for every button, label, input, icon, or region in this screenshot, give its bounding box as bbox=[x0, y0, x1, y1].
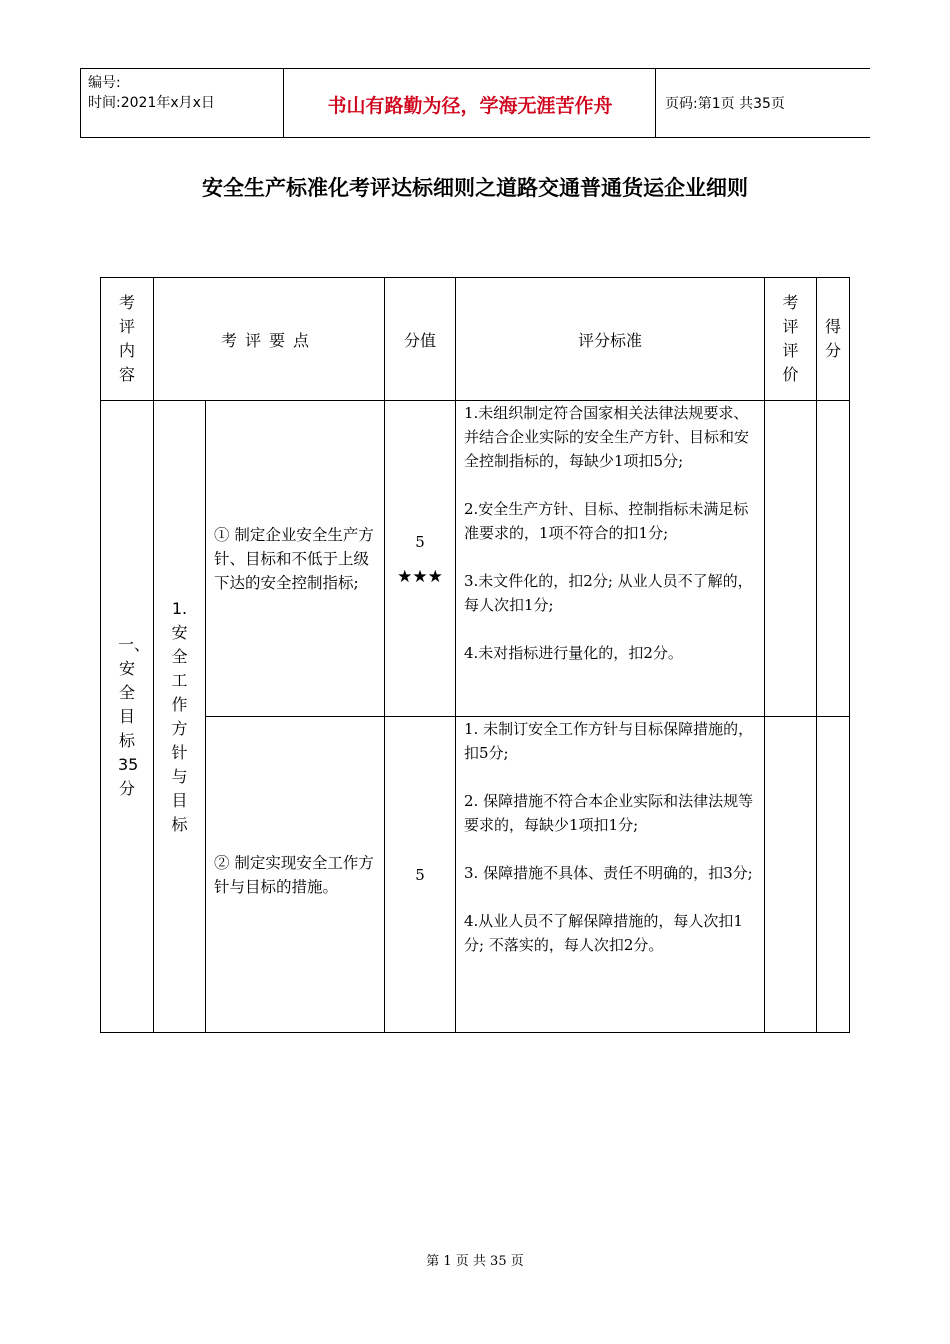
header-divider bbox=[283, 69, 284, 137]
header-criteria: 评分标准 bbox=[456, 278, 765, 401]
subsection-label: 1.安全工作方针与目标 bbox=[154, 401, 206, 1033]
section-label: 一、安全目标35分 bbox=[101, 401, 154, 1033]
criteria-item: 3. 保障措施不具体、责任不明确的，扣3分; bbox=[464, 864, 753, 882]
evaluation-cell bbox=[765, 717, 817, 1033]
header-divider bbox=[80, 69, 81, 137]
header-page-number: 页码:第1页 共35页 bbox=[665, 96, 785, 112]
criteria-item: 3.未文件化的，扣2分; 从业人员不了解的，每人次扣1分; bbox=[464, 572, 753, 614]
star-rating: ★★★ bbox=[397, 566, 443, 587]
criteria-item: 1.未组织制定符合国家相关法律法规要求、并结合企业实际的安全生产方针、目标和安全控制指标的，每缺少1项扣5分; bbox=[464, 404, 750, 470]
header-divider bbox=[655, 69, 656, 137]
header-motto: 书山有路勤为径，学海无涯苦作舟 bbox=[327, 95, 613, 117]
evaluation-point: ② 制定实现安全工作方针与目标的措施。 bbox=[206, 717, 385, 1033]
result-cell bbox=[817, 717, 850, 1033]
header-points: 考评要点 bbox=[154, 278, 385, 401]
document-title: 安全生产标准化考评达标细则之道路交通普通货运企业细则 bbox=[202, 175, 748, 200]
table-header-row bbox=[101, 278, 850, 401]
result-cell bbox=[817, 401, 850, 717]
criteria-item: 4.未对指标进行量化的，扣2分。 bbox=[464, 644, 683, 662]
score-cell bbox=[385, 401, 456, 717]
score-cell bbox=[385, 717, 456, 1033]
criteria-item: 4.从业人员不了解保障措施的，每人次扣1分; 不落实的，每人次扣2分。 bbox=[464, 912, 743, 954]
page-footer: 第 1 页 共 35 页 bbox=[426, 1254, 524, 1269]
header-content: 考评内容 bbox=[101, 278, 154, 401]
evaluation-table bbox=[100, 277, 850, 1033]
criteria-cell bbox=[456, 401, 765, 717]
header-meta bbox=[88, 73, 215, 113]
evaluation-cell bbox=[765, 401, 817, 717]
score-value: 5 bbox=[415, 865, 425, 884]
document-date: 时间:2021年x月x日 bbox=[88, 95, 215, 111]
criteria-item: 2.安全生产方针、目标、控制指标未满足标准要求的，1项不符合的扣1分; bbox=[464, 500, 749, 542]
table-row bbox=[101, 401, 850, 717]
document-number: 编号: bbox=[88, 75, 121, 91]
header-score: 分值 bbox=[385, 278, 456, 401]
criteria-item: 2. 保障措施不符合本企业实际和法律法规等要求的，每缺少1项扣1分; bbox=[464, 792, 754, 834]
evaluation-point: ① 制定企业安全生产方针、目标和不低于上级下达的安全控制指标; bbox=[206, 401, 385, 717]
header-result: 得分 bbox=[817, 278, 850, 401]
header-evaluation: 考评评价 bbox=[765, 278, 817, 401]
document-header bbox=[80, 68, 870, 138]
score-value: 5 bbox=[415, 532, 425, 551]
criteria-item: 1. 未制订安全工作方针与目标保障措施的，扣5分; bbox=[464, 720, 754, 762]
criteria-cell bbox=[456, 717, 765, 1033]
table-row bbox=[101, 717, 850, 1033]
